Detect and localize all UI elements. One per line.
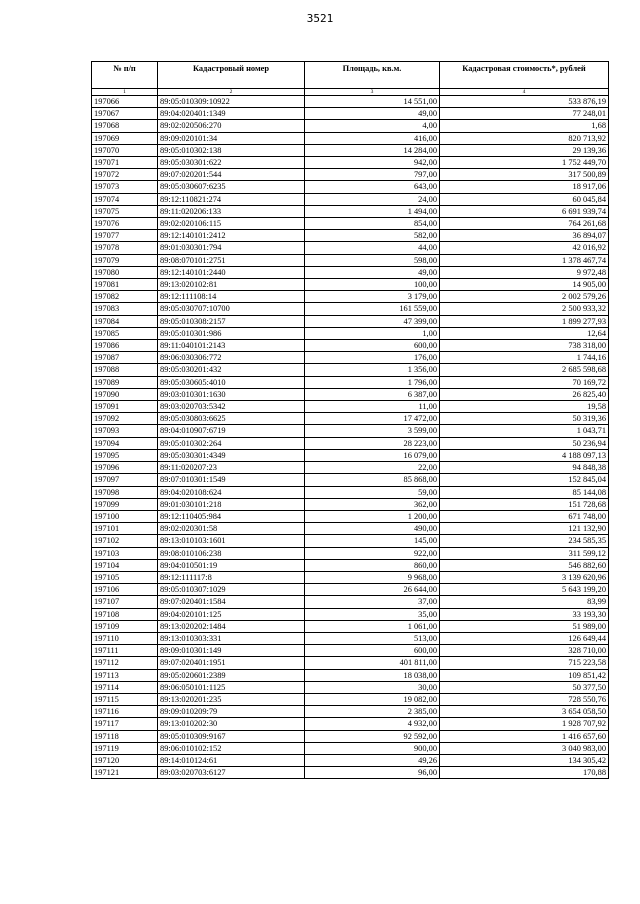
cadastral-number-cell: 89:05:020601:2389	[158, 669, 305, 681]
table-row	[92, 632, 609, 644]
cadastral-number-cell: 89:05:030201:432	[158, 364, 305, 376]
row-number-cell: 197103	[92, 547, 158, 559]
area-cell: 1 061,00	[305, 620, 440, 632]
cadastral-number-cell: 89:07:020401:1951	[158, 657, 305, 669]
row-number-cell: 197091	[92, 401, 158, 413]
area-cell: 1,00	[305, 327, 440, 339]
cadastral-value-cell: 83,99	[440, 596, 609, 608]
cadastral-number-cell: 89:11:020207:23	[158, 462, 305, 474]
cadastral-number-cell: 89:05:030301:4349	[158, 449, 305, 461]
table-row	[92, 108, 609, 120]
table-row	[92, 352, 609, 364]
cadastral-value-cell: 1,68	[440, 120, 609, 132]
area-cell: 922,00	[305, 547, 440, 559]
cadastral-number-cell: 89:01:030301:794	[158, 242, 305, 254]
area-cell: 11,00	[305, 401, 440, 413]
row-number-cell: 197098	[92, 486, 158, 498]
row-number-cell: 197107	[92, 596, 158, 608]
table-row	[92, 486, 609, 498]
area-cell: 17 472,00	[305, 413, 440, 425]
area-cell: 30,00	[305, 681, 440, 693]
row-number-cell: 197118	[92, 730, 158, 742]
row-number-cell: 197075	[92, 205, 158, 217]
cadastral-number-cell: 89:13:010303:331	[158, 632, 305, 644]
cadastral-number-cell: 89:02:020506:270	[158, 120, 305, 132]
column-number-2: 2	[158, 89, 305, 96]
table-row	[92, 413, 609, 425]
cadastral-value-cell: 26 825,40	[440, 388, 609, 400]
cadastral-value-cell: 29 139,36	[440, 144, 609, 156]
area-cell: 4,00	[305, 120, 440, 132]
table-row	[92, 303, 609, 315]
area-cell: 49,26	[305, 754, 440, 766]
header-area: Площадь, кв.м.	[305, 62, 440, 89]
cadastral-value-cell: 9 972,48	[440, 266, 609, 278]
area-cell: 600,00	[305, 340, 440, 352]
cadastral-number-cell: 89:05:010302:138	[158, 144, 305, 156]
cadastral-number-cell: 89:09:010301:149	[158, 645, 305, 657]
row-number-cell: 197087	[92, 352, 158, 364]
cadastral-value-cell: 36 894,07	[440, 230, 609, 242]
area-cell: 49,00	[305, 108, 440, 120]
cadastral-number-cell: 89:12:140101:2440	[158, 266, 305, 278]
cadastral-number-cell: 89:12:111108:14	[158, 291, 305, 303]
cadastral-number-cell: 89:08:010106:238	[158, 547, 305, 559]
area-cell: 600,00	[305, 645, 440, 657]
area-cell: 6 387,00	[305, 388, 440, 400]
table-row	[92, 242, 609, 254]
area-cell: 582,00	[305, 230, 440, 242]
row-number-cell: 197070	[92, 144, 158, 156]
row-number-cell: 197111	[92, 645, 158, 657]
cadastral-value-cell: 60 045,84	[440, 193, 609, 205]
row-number-cell: 197095	[92, 449, 158, 461]
cadastral-number-cell: 89:07:020201:544	[158, 169, 305, 181]
cadastral-number-cell: 89:03:010301:1630	[158, 388, 305, 400]
cadastral-value-cell: 764 261,68	[440, 218, 609, 230]
row-number-cell: 197078	[92, 242, 158, 254]
area-cell: 44,00	[305, 242, 440, 254]
area-cell: 19 082,00	[305, 693, 440, 705]
table-row	[92, 315, 609, 327]
cadastral-number-cell: 89:05:030301:622	[158, 157, 305, 169]
cadastral-number-cell: 89:09:010209:79	[158, 706, 305, 718]
table-row	[92, 132, 609, 144]
table-row	[92, 584, 609, 596]
cadastral-value-cell: 19,58	[440, 401, 609, 413]
row-number-cell: 197086	[92, 340, 158, 352]
cadastral-number-cell: 89:12:111117:8	[158, 571, 305, 583]
cadastral-number-cell: 89:01:030101:218	[158, 498, 305, 510]
table-row	[92, 376, 609, 388]
row-number-cell: 197081	[92, 279, 158, 291]
area-cell: 18 038,00	[305, 669, 440, 681]
area-cell: 24,00	[305, 193, 440, 205]
area-cell: 854,00	[305, 218, 440, 230]
header-cadastral-number: Кадастровый номер	[158, 62, 305, 89]
area-cell: 100,00	[305, 279, 440, 291]
row-number-cell: 197072	[92, 169, 158, 181]
row-number-cell: 197088	[92, 364, 158, 376]
cadastral-value-cell: 671 748,00	[440, 510, 609, 522]
area-cell: 1 796,00	[305, 376, 440, 388]
row-number-cell: 197108	[92, 608, 158, 620]
area-cell: 490,00	[305, 523, 440, 535]
cadastral-value-cell: 1 752 449,70	[440, 157, 609, 169]
cadastral-number-cell: 89:12:140101:2412	[158, 230, 305, 242]
area-cell: 176,00	[305, 352, 440, 364]
cadastral-value-cell: 121 132,90	[440, 523, 609, 535]
cadastral-value-cell: 1 043,71	[440, 425, 609, 437]
header-cadastral-value: Кадастровая стоимость*, рублей	[440, 62, 609, 89]
cadastral-value-cell: 2 002 579,26	[440, 291, 609, 303]
row-number-cell: 197082	[92, 291, 158, 303]
cadastral-number-cell: 89:05:030803:6625	[158, 413, 305, 425]
cadastral-value-cell: 3 139 620,96	[440, 571, 609, 583]
area-cell: 3 599,00	[305, 425, 440, 437]
row-number-cell: 197069	[92, 132, 158, 144]
table-row	[92, 218, 609, 230]
cadastral-value-cell: 728 550,76	[440, 693, 609, 705]
table-row	[92, 535, 609, 547]
cadastral-value-cell: 152 845,04	[440, 474, 609, 486]
table-row	[92, 608, 609, 620]
table-row	[92, 254, 609, 266]
area-cell: 3 179,00	[305, 291, 440, 303]
area-cell: 1 356,00	[305, 364, 440, 376]
cadastral-number-cell: 89:13:020201:235	[158, 693, 305, 705]
table-row	[92, 742, 609, 754]
area-cell: 598,00	[305, 254, 440, 266]
table-row	[92, 425, 609, 437]
cadastral-value-cell: 170,88	[440, 767, 609, 779]
cadastral-number-cell: 89:12:110405:984	[158, 510, 305, 522]
row-number-cell: 197120	[92, 754, 158, 766]
cadastral-number-cell: 89:05:030607:6235	[158, 181, 305, 193]
cadastral-value-cell: 5 643 199,20	[440, 584, 609, 596]
table-header	[92, 62, 609, 96]
table-row	[92, 205, 609, 217]
cadastral-number-cell: 89:05:010309:10922	[158, 96, 305, 108]
table-row	[92, 730, 609, 742]
column-number-1: 1	[92, 89, 158, 96]
area-cell: 643,00	[305, 181, 440, 193]
cadastral-value-cell: 50 319,36	[440, 413, 609, 425]
row-number-cell: 197099	[92, 498, 158, 510]
cadastral-value-cell: 94 848,38	[440, 462, 609, 474]
row-number-cell: 197093	[92, 425, 158, 437]
cadastral-value-cell: 328 710,00	[440, 645, 609, 657]
table-row	[92, 474, 609, 486]
cadastral-value-cell: 134 305,42	[440, 754, 609, 766]
cadastral-value-cell: 1 744,16	[440, 352, 609, 364]
cadastral-value-cell: 738 318,00	[440, 340, 609, 352]
cadastral-number-cell: 89:04:010501:19	[158, 559, 305, 571]
cadastral-number-cell: 89:11:020206:133	[158, 205, 305, 217]
row-number-cell: 197073	[92, 181, 158, 193]
cadastral-number-cell: 89:13:010103:1601	[158, 535, 305, 547]
cadastral-value-cell: 1 416 657,60	[440, 730, 609, 742]
cadastral-value-cell: 50 377,50	[440, 681, 609, 693]
row-number-cell: 197112	[92, 657, 158, 669]
cadastral-value-cell: 18 917,06	[440, 181, 609, 193]
area-cell: 797,00	[305, 169, 440, 181]
table-row	[92, 767, 609, 779]
area-cell: 85 868,00	[305, 474, 440, 486]
cadastral-number-cell: 89:07:010301:1549	[158, 474, 305, 486]
cadastral-value-cell: 546 882,60	[440, 559, 609, 571]
area-cell: 28 223,00	[305, 437, 440, 449]
cadastral-value-cell: 126 649,44	[440, 632, 609, 644]
table-row	[92, 437, 609, 449]
cadastral-number-cell: 89:13:010202:30	[158, 718, 305, 730]
cadastral-value-cell: 1 899 277,93	[440, 315, 609, 327]
row-number-cell: 197094	[92, 437, 158, 449]
table-row	[92, 388, 609, 400]
table-row	[92, 571, 609, 583]
area-cell: 2 385,00	[305, 706, 440, 718]
row-number-cell: 197110	[92, 632, 158, 644]
cadastral-number-cell: 89:09:020101:34	[158, 132, 305, 144]
table-row	[92, 559, 609, 571]
area-cell: 161 559,00	[305, 303, 440, 315]
table-row	[92, 498, 609, 510]
cadastral-value-cell: 151 728,68	[440, 498, 609, 510]
cadastral-value-cell: 6 691 939,74	[440, 205, 609, 217]
row-number-cell: 197115	[92, 693, 158, 705]
cadastral-number-cell: 89:03:020703:5342	[158, 401, 305, 413]
table-row	[92, 449, 609, 461]
row-number-cell: 197106	[92, 584, 158, 596]
cadastral-value-cell: 50 236,94	[440, 437, 609, 449]
table-row	[92, 144, 609, 156]
cadastral-value-cell: 715 223,58	[440, 657, 609, 669]
row-number-cell: 197083	[92, 303, 158, 315]
cadastral-number-cell: 89:04:020108:624	[158, 486, 305, 498]
area-cell: 96,00	[305, 767, 440, 779]
table-row	[92, 681, 609, 693]
row-number-cell: 197117	[92, 718, 158, 730]
cadastral-number-cell: 89:11:040101:2143	[158, 340, 305, 352]
cadastral-table	[91, 61, 609, 779]
area-cell: 362,00	[305, 498, 440, 510]
cadastral-number-cell: 89:05:030605:4010	[158, 376, 305, 388]
row-number-cell: 197092	[92, 413, 158, 425]
row-number-cell: 197121	[92, 767, 158, 779]
cadastral-number-cell: 89:05:010301:986	[158, 327, 305, 339]
row-number-cell: 197113	[92, 669, 158, 681]
table-row	[92, 266, 609, 278]
table-row	[92, 401, 609, 413]
row-number-cell: 197079	[92, 254, 158, 266]
row-number-cell: 197097	[92, 474, 158, 486]
cadastral-number-cell: 89:03:020703:6127	[158, 767, 305, 779]
table-row	[92, 718, 609, 730]
cadastral-value-cell: 234 585,35	[440, 535, 609, 547]
cadastral-number-cell: 89:05:010302:264	[158, 437, 305, 449]
table-row	[92, 327, 609, 339]
cadastral-number-cell: 89:06:010102:152	[158, 742, 305, 754]
table-row	[92, 462, 609, 474]
cadastral-value-cell: 109 851,42	[440, 669, 609, 681]
cadastral-value-cell: 77 248,01	[440, 108, 609, 120]
table-row	[92, 291, 609, 303]
column-number-3: 3	[305, 89, 440, 96]
cadastral-value-cell: 820 713,92	[440, 132, 609, 144]
table-row	[92, 706, 609, 718]
cadastral-value-cell: 1 378 467,74	[440, 254, 609, 266]
row-number-cell: 197071	[92, 157, 158, 169]
cadastral-number-cell: 89:12:110821:274	[158, 193, 305, 205]
cadastral-value-cell: 3 654 058,50	[440, 706, 609, 718]
table-row	[92, 96, 609, 108]
table-row	[92, 169, 609, 181]
cadastral-number-cell: 89:06:050101:1125	[158, 681, 305, 693]
area-cell: 1 200,00	[305, 510, 440, 522]
cadastral-value-cell: 70 169,72	[440, 376, 609, 388]
cadastral-number-cell: 89:07:020401:1584	[158, 596, 305, 608]
cadastral-number-cell: 89:04:010907:6719	[158, 425, 305, 437]
cadastral-value-cell: 51 989,00	[440, 620, 609, 632]
table-row	[92, 523, 609, 535]
table-row	[92, 620, 609, 632]
row-number-cell: 197090	[92, 388, 158, 400]
area-cell: 416,00	[305, 132, 440, 144]
table-row	[92, 364, 609, 376]
cadastral-value-cell: 311 599,12	[440, 547, 609, 559]
area-cell: 513,00	[305, 632, 440, 644]
table-row	[92, 120, 609, 132]
area-cell: 16 079,00	[305, 449, 440, 461]
row-number-cell: 197074	[92, 193, 158, 205]
cadastral-value-cell: 33 193,30	[440, 608, 609, 620]
table-row	[92, 193, 609, 205]
table-row	[92, 693, 609, 705]
row-number-cell: 197102	[92, 535, 158, 547]
row-number-cell: 197077	[92, 230, 158, 242]
row-number-cell: 197084	[92, 315, 158, 327]
area-cell: 145,00	[305, 535, 440, 547]
cadastral-value-cell: 533 876,19	[440, 96, 609, 108]
cadastral-number-cell: 89:02:020106:115	[158, 218, 305, 230]
cadastral-value-cell: 12,64	[440, 327, 609, 339]
cadastral-value-cell: 4 188 097,13	[440, 449, 609, 461]
cadastral-value-cell: 85 144,08	[440, 486, 609, 498]
column-number-4: 4	[440, 89, 609, 96]
row-number-cell: 197119	[92, 742, 158, 754]
cadastral-number-cell: 89:13:020202:1484	[158, 620, 305, 632]
row-number-cell: 197096	[92, 462, 158, 474]
row-number-cell: 197109	[92, 620, 158, 632]
area-cell: 14 551,00	[305, 96, 440, 108]
row-number-cell: 197089	[92, 376, 158, 388]
area-cell: 900,00	[305, 742, 440, 754]
table-row	[92, 657, 609, 669]
row-number-cell: 197116	[92, 706, 158, 718]
cadastral-number-cell: 89:04:020101:125	[158, 608, 305, 620]
table-row	[92, 340, 609, 352]
page-number: 3521	[306, 12, 334, 25]
area-cell: 401 811,00	[305, 657, 440, 669]
area-cell: 47 399,00	[305, 315, 440, 327]
row-number-cell: 197105	[92, 571, 158, 583]
area-cell: 860,00	[305, 559, 440, 571]
cadastral-value-cell: 3 040 983,00	[440, 742, 609, 754]
cadastral-number-cell: 89:05:010308:2157	[158, 315, 305, 327]
cadastral-number-cell: 89:05:010309:9167	[158, 730, 305, 742]
row-number-cell: 197067	[92, 108, 158, 120]
cadastral-value-cell: 2 500 933,32	[440, 303, 609, 315]
area-cell: 26 644,00	[305, 584, 440, 596]
table-row	[92, 754, 609, 766]
area-cell: 9 968,00	[305, 571, 440, 583]
cadastral-number-cell: 89:13:020102:81	[158, 279, 305, 291]
cadastral-number-cell: 89:05:010307:1029	[158, 584, 305, 596]
cadastral-value-cell: 14 905,00	[440, 279, 609, 291]
area-cell: 92 592,00	[305, 730, 440, 742]
table-row	[92, 181, 609, 193]
row-number-cell: 197066	[92, 96, 158, 108]
cadastral-number-cell: 89:05:030707:10700	[158, 303, 305, 315]
table-row	[92, 157, 609, 169]
table-row	[92, 510, 609, 522]
cadastral-value-cell: 42 016,92	[440, 242, 609, 254]
cadastral-value-cell: 317 500,89	[440, 169, 609, 181]
area-cell: 59,00	[305, 486, 440, 498]
row-number-cell: 197080	[92, 266, 158, 278]
area-cell: 1 494,00	[305, 205, 440, 217]
area-cell: 942,00	[305, 157, 440, 169]
cadastral-value-cell: 1 928 707,92	[440, 718, 609, 730]
row-number-cell: 197076	[92, 218, 158, 230]
table-row	[92, 645, 609, 657]
cadastral-number-cell: 89:04:020401:1349	[158, 108, 305, 120]
area-cell: 14 284,00	[305, 144, 440, 156]
cadastral-number-cell: 89:02:020301:58	[158, 523, 305, 535]
area-cell: 35,00	[305, 608, 440, 620]
cadastral-value-cell: 2 685 598,68	[440, 364, 609, 376]
cadastral-number-cell: 89:14:010124:61	[158, 754, 305, 766]
header-row-number: № п/п	[92, 62, 158, 89]
area-cell: 49,00	[305, 266, 440, 278]
area-cell: 22,00	[305, 462, 440, 474]
row-number-cell: 197100	[92, 510, 158, 522]
area-cell: 37,00	[305, 596, 440, 608]
table-row	[92, 547, 609, 559]
table-row	[92, 230, 609, 242]
table-body	[92, 96, 609, 779]
table-row	[92, 596, 609, 608]
row-number-cell: 197114	[92, 681, 158, 693]
row-number-cell: 197085	[92, 327, 158, 339]
area-cell: 4 932,00	[305, 718, 440, 730]
table-row	[92, 279, 609, 291]
cadastral-number-cell: 89:08:070101:2751	[158, 254, 305, 266]
row-number-cell: 197068	[92, 120, 158, 132]
row-number-cell: 197101	[92, 523, 158, 535]
row-number-cell: 197104	[92, 559, 158, 571]
table-row	[92, 669, 609, 681]
cadastral-number-cell: 89:06:030306:772	[158, 352, 305, 364]
